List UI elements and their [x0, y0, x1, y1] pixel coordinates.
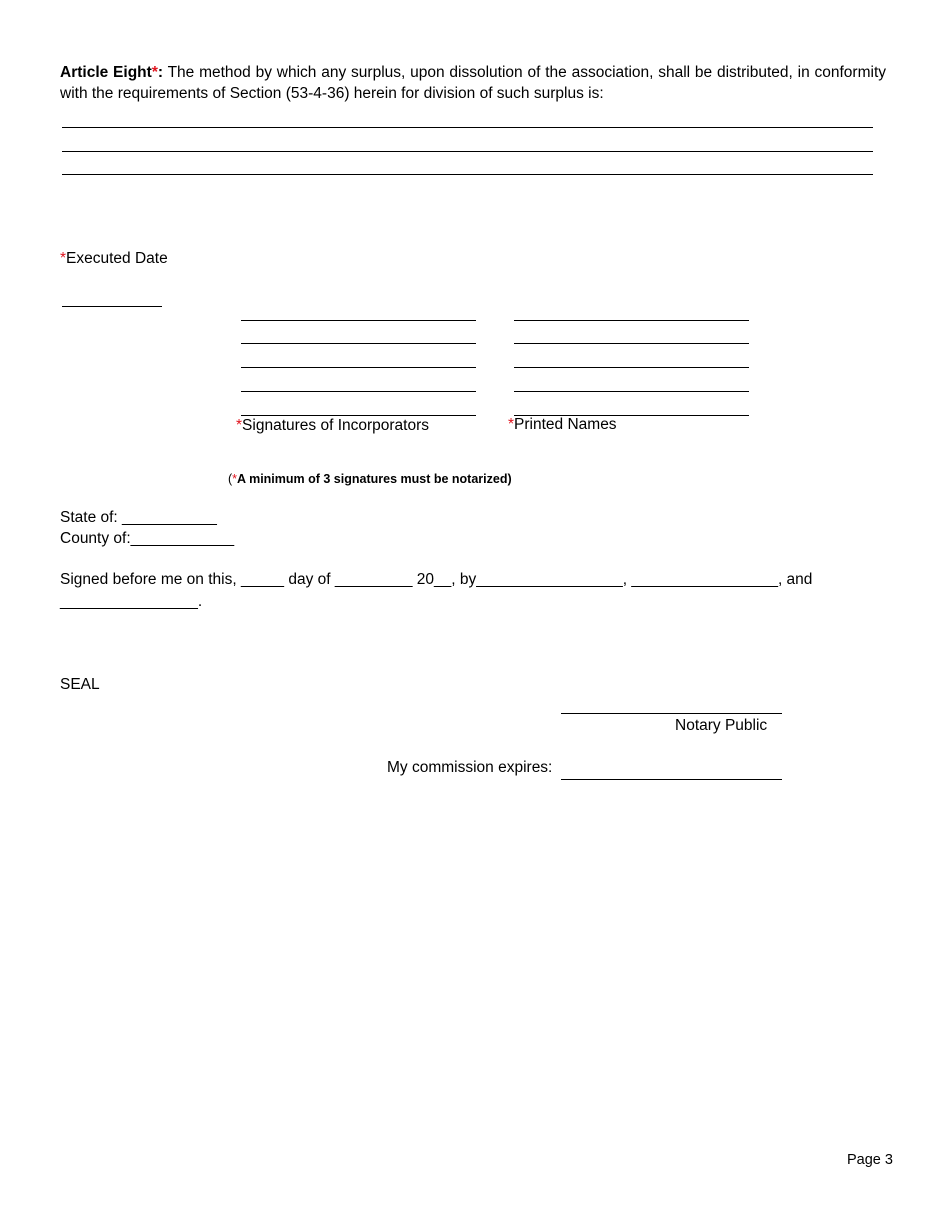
- seal-label: SEAL: [60, 676, 100, 693]
- executed-date-text: Executed Date: [66, 250, 168, 267]
- incorporator-signature-line-3[interactable]: [241, 367, 476, 368]
- signed-before-line-1[interactable]: Signed before me on this, _____ day of _________ 20__, by_________________, _________________, and: [60, 571, 813, 588]
- printed-name-line-1[interactable]: [514, 320, 749, 321]
- notary-signature-line[interactable]: [561, 713, 782, 714]
- article-heading: Article Eight: [60, 64, 152, 81]
- executed-date-field[interactable]: [62, 306, 162, 307]
- required-asterisk: *: [232, 472, 238, 486]
- printed-name-line-4[interactable]: [514, 391, 749, 392]
- surplus-answer-line-1[interactable]: [62, 127, 873, 128]
- incorporator-signature-line-1[interactable]: [241, 320, 476, 321]
- state-field[interactable]: State of: ___________: [60, 509, 217, 526]
- notarization-note: [228, 469, 512, 489]
- printed-name-line-3[interactable]: [514, 367, 749, 368]
- incorporator-signature-line-4[interactable]: [241, 391, 476, 392]
- required-asterisk: *: [508, 416, 515, 433]
- printed-names-label: [508, 415, 617, 435]
- required-asterisk: *: [60, 250, 67, 267]
- commission-expires-label: My commission expires:: [387, 759, 553, 776]
- required-asterisk: *: [151, 64, 158, 81]
- incorporators-label: [236, 416, 429, 436]
- note-text: A minimum of 3 signatures must be notarized): [237, 472, 512, 486]
- printed-names-text: Printed Names: [514, 416, 617, 433]
- article-text: The method by which any surplus, upon dissolution of the association, shall be distributed, in conformity with the requirements of Section (53-4-36) herein for division of such surplus is:: [60, 64, 886, 102]
- article-eight-paragraph: [60, 62, 886, 104]
- county-field[interactable]: County of:____________: [60, 530, 235, 547]
- article-colon: :: [157, 64, 164, 81]
- signed-before-line-2[interactable]: ________________.: [60, 593, 203, 610]
- surplus-answer-line-2[interactable]: [62, 151, 873, 152]
- printed-name-line-2[interactable]: [514, 343, 749, 344]
- note-paren: (: [228, 472, 233, 486]
- notary-public-label: Notary Public: [675, 717, 768, 734]
- commission-expires-field[interactable]: [561, 779, 782, 780]
- executed-date-label: [60, 249, 168, 269]
- surplus-answer-line-3[interactable]: [62, 174, 873, 175]
- required-asterisk: *: [236, 417, 243, 434]
- page-number: Page 3: [847, 1152, 893, 1168]
- incorporator-signature-line-2[interactable]: [241, 343, 476, 344]
- incorporators-text: Signatures of Incorporators: [242, 417, 430, 434]
